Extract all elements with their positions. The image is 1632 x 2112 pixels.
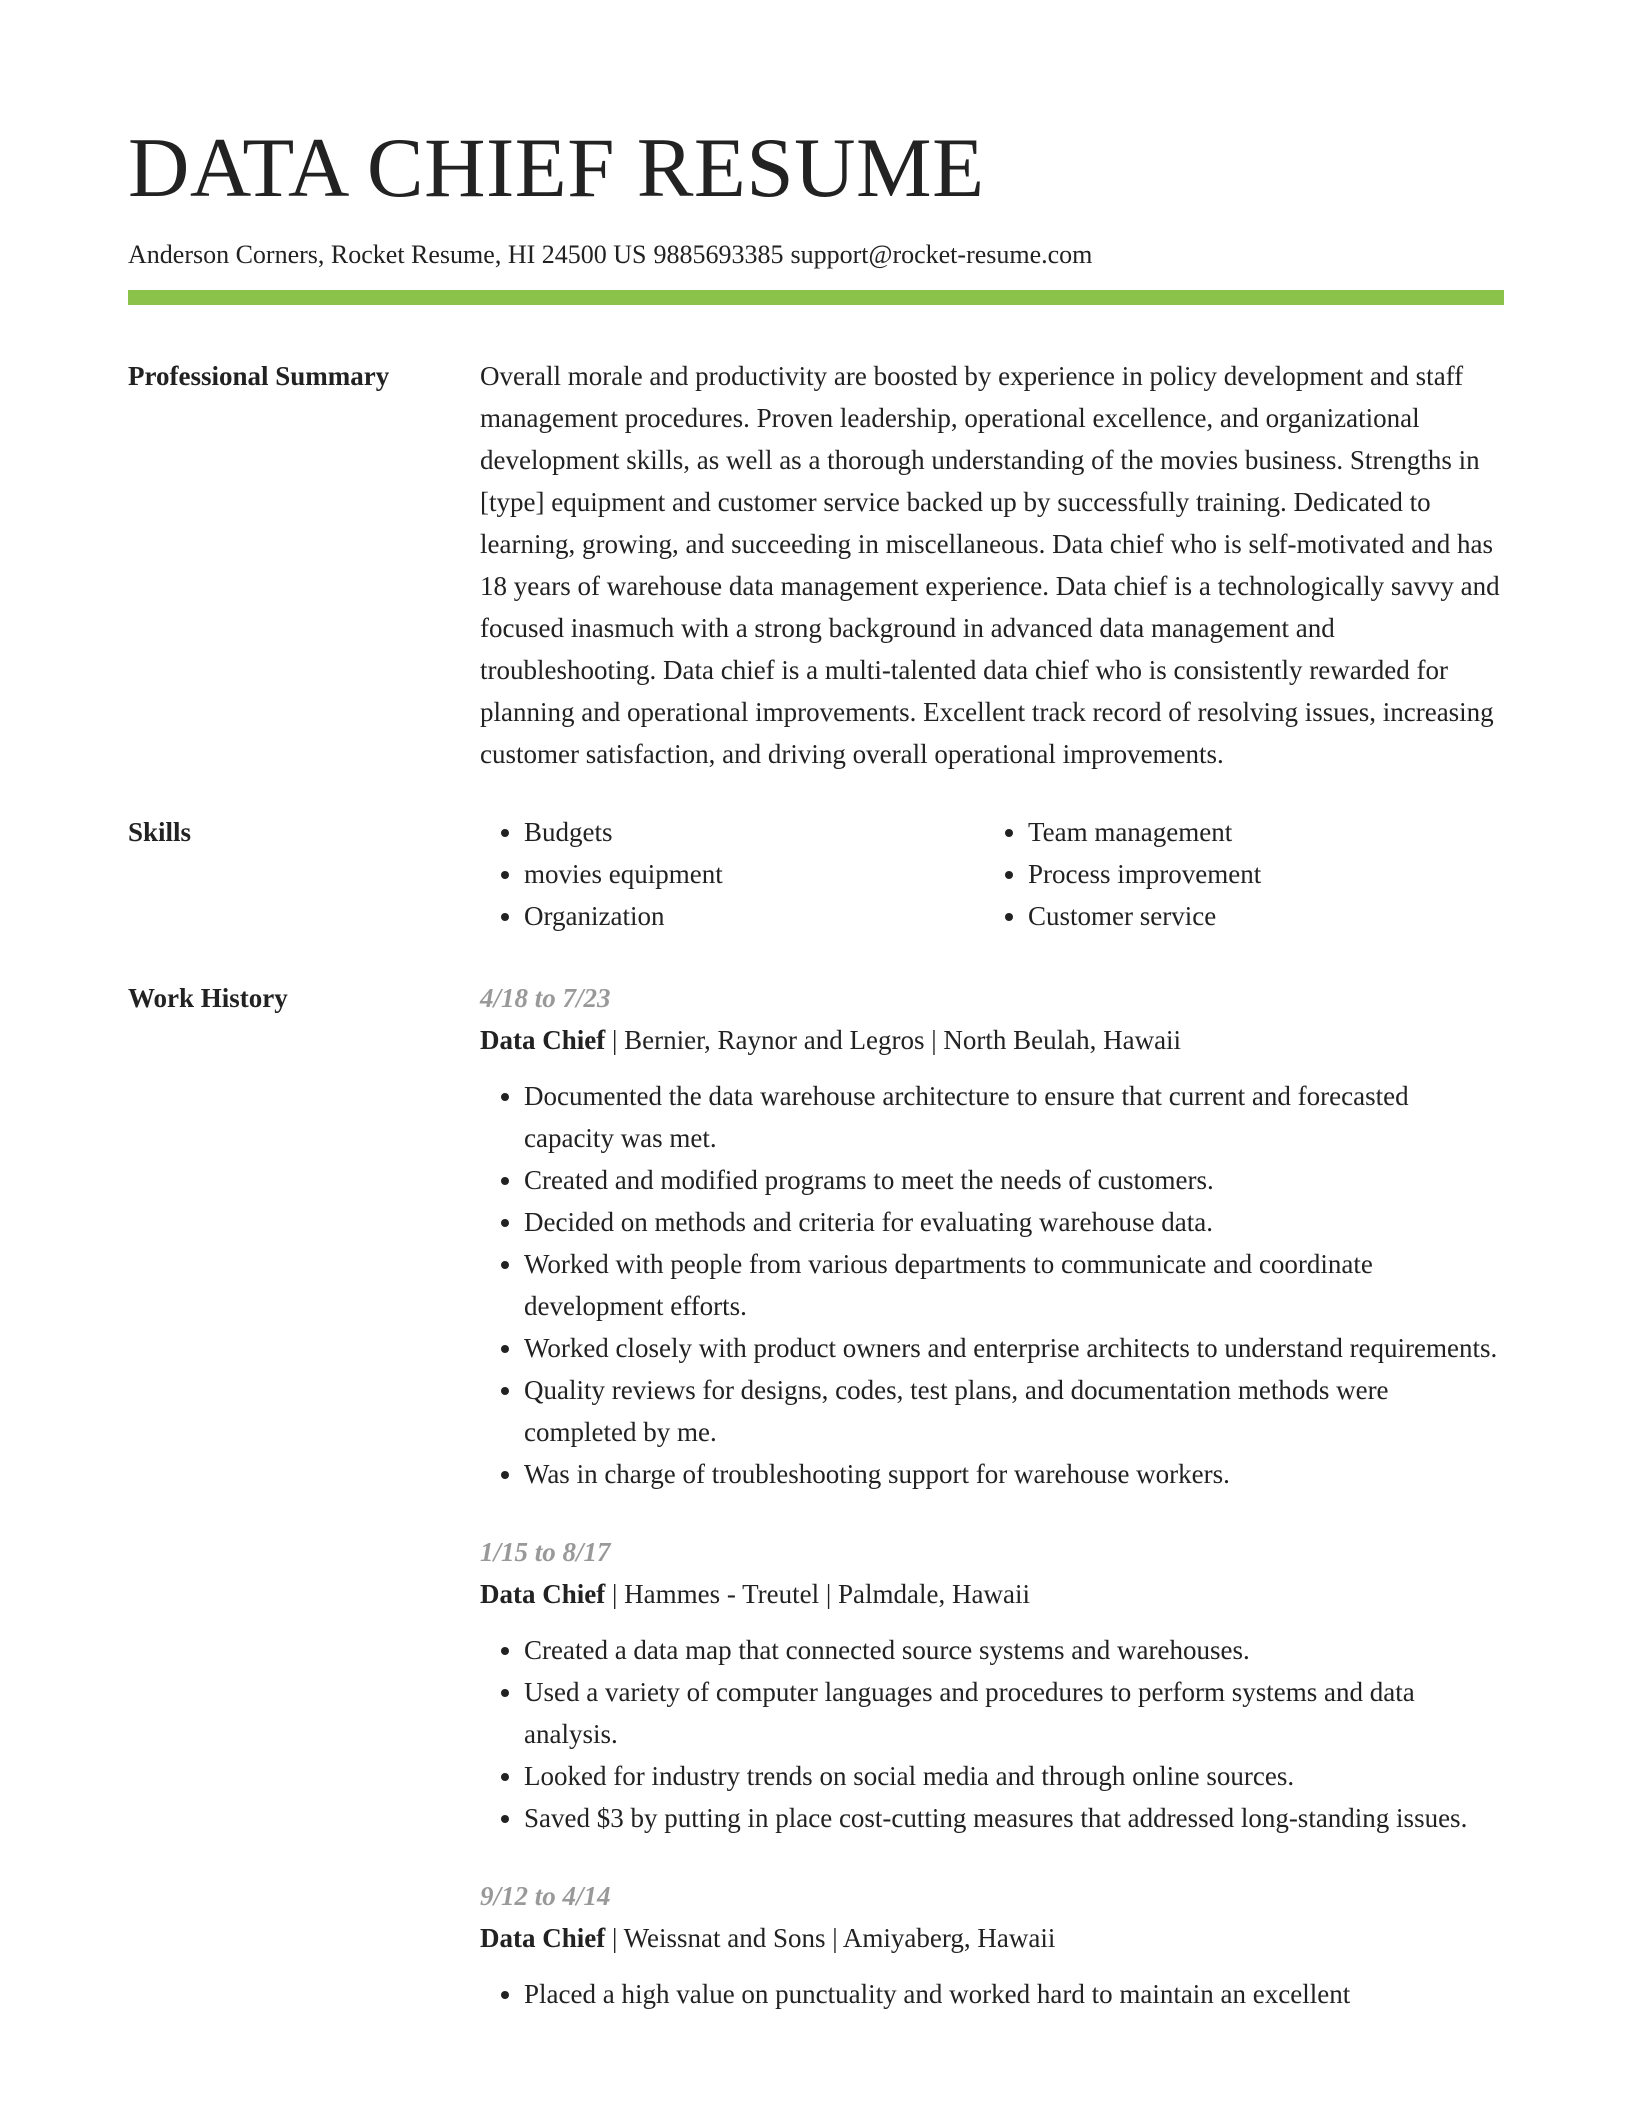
skills-list-left xyxy=(480,811,984,937)
job-title: Data Chief xyxy=(480,1923,606,1953)
job-dates: 4/18 to 7/23 xyxy=(480,983,611,1013)
resume-title: DATA CHIEF RESUME xyxy=(128,121,985,215)
skill-item: • Organization xyxy=(524,895,984,937)
job-details: | Hammes - Treutel | Palmdale, Hawaii xyxy=(605,1579,1030,1609)
summary-text: Overall morale and productivity are boosted by experience in policy development and staff management procedures. Proven leadership, operational excellence, and organizational development skills, as well as a thorough understanding of the movies business. Strengths in [type] equipment and customer service backed up by successfully training. Dedicated to learning, growing, and succeeding in miscellaneous. Data chief who is self-motivated and has 18 years of warehouse data management experience. Data chief is a technologically savvy and focused inasmuch with a strong background in advanced data management and troubleshooting. Data chief is a multi-talented data chief who is consistently rewarded for planning and operational improvements. Excellent track record of resolving issues, increasing customer satisfaction, and driving overall operational improvements. xyxy=(480,361,1500,769)
job-heading xyxy=(480,1917,1504,1959)
resume-page xyxy=(128,0,1504,2051)
job-bullet: • Worked with people from various departments to communicate and coordinate development efforts. xyxy=(524,1243,1504,1327)
job-bullets xyxy=(480,1075,1504,1495)
skill-item: • Budgets xyxy=(524,811,984,853)
section-label-skills: Skills xyxy=(128,817,192,847)
job-bullet: • Created a data map that connected source systems and warehouses. xyxy=(524,1629,1504,1671)
job-bullet: • Quality reviews for designs, codes, test plans, and documentation methods were completed by me. xyxy=(524,1369,1504,1453)
contact-email: support@rocket-resume.com xyxy=(790,240,1093,269)
contact-phone: 9885693385 xyxy=(653,240,784,269)
job-bullet: • Decided on methods and criteria for evaluating warehouse data. xyxy=(524,1201,1504,1243)
skill-item: • Team management xyxy=(1028,811,1488,853)
job-bullet: • Was in charge of troubleshooting support for warehouse workers. xyxy=(524,1453,1504,1495)
section-label-work-history: Work History xyxy=(128,983,288,1013)
skills-content xyxy=(480,811,1504,937)
job-bullet: • Created and modified programs to meet the needs of customers. xyxy=(524,1159,1504,1201)
contact-line xyxy=(128,238,1504,272)
job-dates: 9/12 to 4/14 xyxy=(480,1881,611,1911)
job-entry xyxy=(480,1875,1504,2015)
job-bullet: • Used a variety of computer languages and procedures to perform systems and data analysis. xyxy=(524,1671,1504,1755)
job-bullet: • Worked closely with product owners and enterprise architects to understand requirements. xyxy=(524,1327,1504,1369)
job-entry xyxy=(480,1531,1504,1839)
skill-item: • Process improvement xyxy=(1028,853,1488,895)
job-details: | Weissnat and Sons | Amiyaberg, Hawaii xyxy=(605,1923,1056,1953)
job-details: | Bernier, Raynor and Legros | North Beulah, Hawaii xyxy=(605,1025,1182,1055)
work-history-content xyxy=(480,977,1504,2051)
job-bullet: • Placed a high value on punctuality and worked hard to maintain an excellent xyxy=(524,1973,1504,2015)
contact-address: Anderson Corners, Rocket Resume, HI 24500 US xyxy=(128,240,647,269)
summary-content xyxy=(480,355,1504,775)
job-title: Data Chief xyxy=(480,1579,606,1609)
job-title: Data Chief xyxy=(480,1025,606,1055)
summary-section xyxy=(128,355,1504,775)
skill-item: • Customer service xyxy=(1028,895,1488,937)
skills-section xyxy=(128,811,1504,937)
job-bullets xyxy=(480,1629,1504,1839)
section-label-summary: Professional Summary xyxy=(128,361,390,391)
job-heading xyxy=(480,1019,1504,1061)
job-entry xyxy=(480,977,1504,1495)
job-bullet: • Saved $3 by putting in place cost-cutting measures that addressed long-standing issues. xyxy=(524,1797,1504,1839)
job-bullet: • Looked for industry trends on social media and through online sources. xyxy=(524,1755,1504,1797)
header-divider xyxy=(128,290,1504,305)
work-history-section xyxy=(128,977,1504,2051)
job-dates: 1/15 to 8/17 xyxy=(480,1537,611,1567)
skill-item: • movies equipment xyxy=(524,853,984,895)
skills-list-right xyxy=(984,811,1488,937)
job-heading xyxy=(480,1573,1504,1615)
job-bullets xyxy=(480,1973,1504,2015)
job-bullet: • Documented the data warehouse architecture to ensure that current and forecasted capacity was met. xyxy=(524,1075,1504,1159)
